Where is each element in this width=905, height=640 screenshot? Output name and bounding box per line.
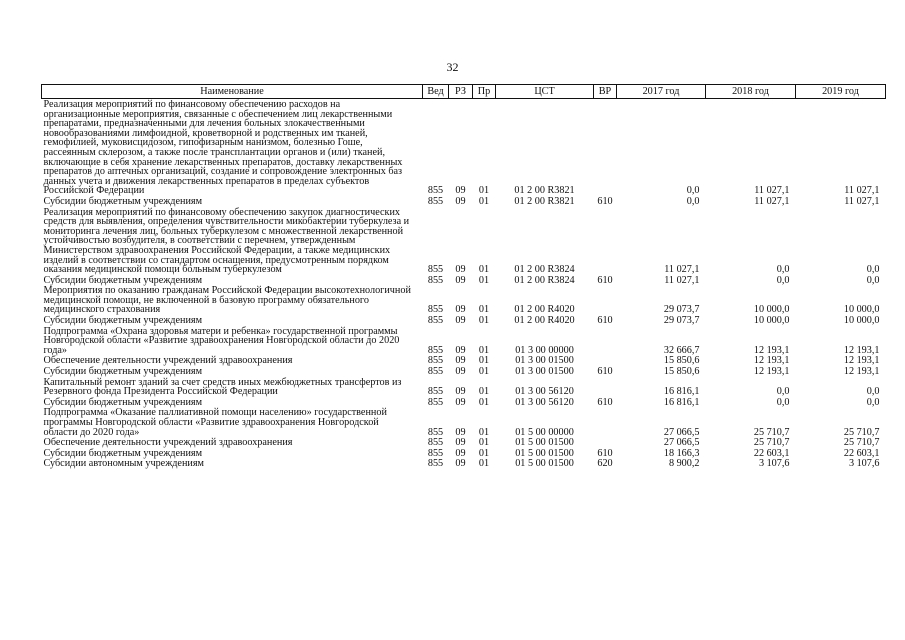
cell-2017: 27 066,5 xyxy=(663,437,700,449)
cell-2018: 12 193,1 xyxy=(753,366,790,378)
cell-2017: 8 900,2 xyxy=(668,458,700,470)
cell-2018: 12 193,1 xyxy=(753,355,790,367)
cell-vr: 610 xyxy=(597,447,613,459)
cell-name: Подпрограмма «Оказание паллиативной помощи населению» государственной программы Новгородской области «Развитие здравоохранения Новгородской области до 2020 года» xyxy=(43,407,387,438)
cell-name: Субсидии бюджетным учреждениям xyxy=(43,366,203,378)
header-2019: 2019 год xyxy=(796,85,886,99)
cell-2019: 3 107,6 xyxy=(848,458,880,470)
header-name: Наименование xyxy=(42,85,423,99)
header-cst: ЦСТ xyxy=(496,85,594,99)
cell-2019: 11 027,1 xyxy=(844,195,880,207)
cell-rz: 09 xyxy=(455,185,466,197)
cell-2019: 10 000,0 xyxy=(843,315,880,327)
cell-rz: 09 xyxy=(455,344,466,356)
cell-pr: 01 xyxy=(478,447,490,459)
table-row xyxy=(42,458,886,469)
cell-name: Субсидии бюджетным учреждениям xyxy=(43,396,203,408)
table-row xyxy=(42,99,886,196)
table-row xyxy=(42,207,886,275)
cell-2019: 0,0 xyxy=(866,396,880,408)
cell-name: Обеспечение деятельности учреждений здравоохранения xyxy=(43,355,293,367)
cell-ved: 855 xyxy=(427,195,444,207)
cell-ved: 855 xyxy=(427,426,444,438)
cell-vr xyxy=(594,355,617,366)
cell-ved: 855 xyxy=(427,396,444,408)
cell-2018: 12 193,1 xyxy=(753,344,790,356)
cell-cst: 01 3 00 00000 xyxy=(515,344,574,356)
cell-rz: 09 xyxy=(455,437,466,449)
cell-name: Подпрограмма «Охрана здоровья матери и ребенка» государственной программы Новгородской области «Развитие здравоохранения Новгородской области до 2020 года» xyxy=(43,325,400,356)
cell-2018: 10 000,0 xyxy=(753,304,790,316)
cell-name: Обеспечение деятельности учреждений здравоохранения xyxy=(43,437,293,449)
cell-ved: 855 xyxy=(427,185,444,197)
cell-2017: 29 073,7 xyxy=(663,304,700,316)
cell-name: Субсидии бюджетным учреждениям xyxy=(43,195,203,207)
page-number: 32 xyxy=(446,60,459,74)
cell-pr: 01 xyxy=(478,344,490,356)
cell-2018: 0,0 xyxy=(776,386,790,398)
cell-rz: 09 xyxy=(455,355,466,367)
cell-rz: 09 xyxy=(455,396,466,408)
cell-pr: 01 xyxy=(478,366,490,378)
cell-2018: 25 710,7 xyxy=(753,426,790,438)
cell-pr: 01 xyxy=(478,355,490,367)
cell-cst: 01 5 00 00000 xyxy=(515,426,574,438)
cell-vr: 610 xyxy=(597,366,613,378)
cell-rz: 09 xyxy=(455,426,466,438)
cell-pr: 01 xyxy=(478,437,490,449)
cell-2019: 0,0 xyxy=(866,386,880,398)
cell-vr xyxy=(594,326,617,356)
cell-pr: 01 xyxy=(478,458,490,470)
cell-pr: 01 xyxy=(478,264,490,276)
table-header-row xyxy=(42,85,886,99)
cell-2018: 25 710,7 xyxy=(753,437,790,449)
cell-2019: 12 193,1 xyxy=(843,344,880,356)
table-row xyxy=(42,437,886,448)
cell-cst: 01 2 00 R4020 xyxy=(514,304,575,316)
cell-2018: 0,0 xyxy=(776,396,790,408)
table-row xyxy=(42,377,886,397)
cell-2017: 11 027,1 xyxy=(664,274,700,286)
cell-cst: 01 3 00 56120 xyxy=(515,386,574,398)
cell-cst: 01 2 00 R3821 xyxy=(514,195,575,207)
cell-rz: 09 xyxy=(455,304,466,316)
cell-2017: 11 027,1 xyxy=(664,264,700,276)
cell-2017: 0,0 xyxy=(686,195,700,207)
cell-ved: 855 xyxy=(427,458,444,470)
cell-vr: 610 xyxy=(597,315,613,327)
cell-name: Субсидии бюджетным учреждениям xyxy=(43,447,203,459)
cell-vr: 610 xyxy=(597,195,613,207)
cell-cst: 01 2 00 R4020 xyxy=(514,315,575,327)
header-2017: 2017 год xyxy=(617,85,706,99)
cell-vr xyxy=(594,285,617,315)
cell-cst: 01 3 00 01500 xyxy=(515,355,574,367)
cell-pr: 01 xyxy=(478,426,490,438)
table-row xyxy=(42,326,886,356)
cell-2017: 16 816,1 xyxy=(663,396,700,408)
cell-vr xyxy=(594,407,617,437)
cell-rz: 09 xyxy=(455,274,466,286)
table-body xyxy=(42,99,886,469)
cell-2017: 32 666,7 xyxy=(663,344,700,356)
cell-2019: 11 027,1 xyxy=(844,185,880,197)
cell-rz: 09 xyxy=(455,366,466,378)
cell-pr: 01 xyxy=(478,396,490,408)
header-ved: Вед xyxy=(423,85,449,99)
cell-pr: 01 xyxy=(478,304,490,316)
cell-pr: 01 xyxy=(478,274,490,286)
cell-2018: 11 027,1 xyxy=(754,185,790,197)
cell-2017: 16 816,1 xyxy=(663,386,700,398)
cell-2017: 29 073,7 xyxy=(663,315,700,327)
budget-table xyxy=(41,84,886,469)
cell-name: Реализация мероприятий по финансовому обеспечению закупок диагностических средств для выявления, определения чувствительности микобактерии туберкулеза и мониторинга лечения лиц, больных туберкулезом с множественной лекарственной устойчивостью возбудителя, в соответствии с перечнем, утвержденным Министерством здравоохранения Российской Федерации, а также медицинских изделий в соответствии со стандартом оснащения, предусмотренным порядком оказания медицинской помощи больным туберкулезом xyxy=(43,206,410,276)
cell-cst: 01 2 00 R3824 xyxy=(514,264,575,276)
table-row xyxy=(42,407,886,437)
cell-2019: 22 603,1 xyxy=(843,447,880,459)
cell-vr xyxy=(594,99,617,196)
cell-name: Субсидии автономным учреждениям xyxy=(43,458,204,470)
cell-2017: 15 850,6 xyxy=(663,366,700,378)
cell-2019: 10 000,0 xyxy=(843,304,880,316)
cell-cst: 01 2 00 R3824 xyxy=(514,274,575,286)
table-row xyxy=(42,285,886,315)
cell-vr: 610 xyxy=(597,396,613,408)
table-row xyxy=(42,366,886,377)
cell-2017: 27 066,5 xyxy=(663,426,700,438)
cell-2019: 0,0 xyxy=(866,264,880,276)
cell-rz: 09 xyxy=(455,458,466,470)
cell-2018: 22 603,1 xyxy=(753,447,790,459)
cell-ved: 855 xyxy=(427,274,444,286)
cell-vr: 610 xyxy=(597,274,613,286)
cell-2019: 25 710,7 xyxy=(843,426,880,438)
header-2018: 2018 год xyxy=(706,85,796,99)
cell-vr xyxy=(594,377,617,397)
cell-pr: 01 xyxy=(478,195,490,207)
cell-rz: 09 xyxy=(455,264,466,276)
cell-rz: 09 xyxy=(455,315,466,327)
cell-rz: 09 xyxy=(455,386,466,398)
cell-name: Субсидии бюджетным учреждениям xyxy=(43,315,203,327)
table-row xyxy=(42,196,886,207)
cell-vr xyxy=(594,437,617,448)
cell-ved: 855 xyxy=(427,264,444,276)
table-row xyxy=(42,448,886,459)
cell-cst: 01 2 00 R3821 xyxy=(514,185,575,197)
cell-name: Капитальный ремонт зданий за счет средств иных межбюджетных трансфертов из Резервного фонда Президента Российской Федерации xyxy=(43,376,402,398)
cell-2019: 12 193,1 xyxy=(843,366,880,378)
cell-pr: 01 xyxy=(478,185,490,197)
cell-ved: 855 xyxy=(427,355,444,367)
table-row xyxy=(42,397,886,408)
cell-2018: 11 027,1 xyxy=(754,195,790,207)
cell-ved: 855 xyxy=(427,304,444,316)
header-pr: Пр xyxy=(473,85,496,99)
cell-2018: 3 107,6 xyxy=(758,458,790,470)
cell-ved: 855 xyxy=(427,315,444,327)
table-row xyxy=(42,355,886,366)
header-rz: РЗ xyxy=(449,85,473,99)
cell-pr: 01 xyxy=(478,315,490,327)
header-vr: ВР xyxy=(594,85,617,99)
cell-cst: 01 5 00 01500 xyxy=(515,447,574,459)
cell-2017: 18 166,3 xyxy=(663,447,700,459)
cell-ved: 855 xyxy=(427,437,444,449)
cell-name: Мероприятия по оказанию гражданам Российской Федерации высокотехнологичной медицинской помощи, не включенной в базовую программу обязательного медицинского страхования xyxy=(43,285,411,316)
cell-ved: 855 xyxy=(427,366,444,378)
cell-2018: 10 000,0 xyxy=(753,315,790,327)
cell-cst: 01 3 00 56120 xyxy=(515,396,574,408)
cell-rz: 09 xyxy=(455,447,466,459)
cell-2018: 0,0 xyxy=(776,274,790,286)
cell-2019: 12 193,1 xyxy=(843,355,880,367)
cell-2017: 0,0 xyxy=(686,185,700,197)
table-row xyxy=(42,315,886,326)
cell-ved: 855 xyxy=(427,447,444,459)
cell-cst: 01 5 00 01500 xyxy=(515,458,574,470)
cell-vr: 620 xyxy=(597,458,613,470)
cell-ved: 855 xyxy=(427,344,444,356)
cell-cst: 01 5 00 01500 xyxy=(515,437,574,449)
cell-cst: 01 3 00 01500 xyxy=(515,366,574,378)
cell-2017: 15 850,6 xyxy=(663,355,700,367)
cell-vr xyxy=(594,207,617,275)
cell-name: Субсидии бюджетным учреждениям xyxy=(43,274,203,286)
cell-pr: 01 xyxy=(478,386,490,398)
cell-2019: 0,0 xyxy=(866,274,880,286)
cell-rz: 09 xyxy=(455,195,466,207)
cell-name: Реализация мероприятий по финансовому обеспечению расходов на организационные мероприятия, связанные с обеспечением лиц лекарственными препаратами, предназначенными для лечения больных злокачественными новообразованиями лимфоидной, кроветворной и родственных им тканей, гемофилией, муковисцидозом, гипофизарным нанизмом, болезнью Гоше, рассеянным склерозом, а также после трансплантации органов и (или) тканей, включающие в себя хранение лекарственных препаратов, доставку лекарственных препаратов до аптечных организаций, создание и сопровождение электронных баз данных учета и движения лекарственных препаратов в пределах субъектов Российской Федерации xyxy=(43,99,403,197)
cell-2018: 0,0 xyxy=(776,264,790,276)
cell-2019: 25 710,7 xyxy=(843,437,880,449)
table-row xyxy=(42,275,886,286)
cell-ved: 855 xyxy=(427,386,444,398)
